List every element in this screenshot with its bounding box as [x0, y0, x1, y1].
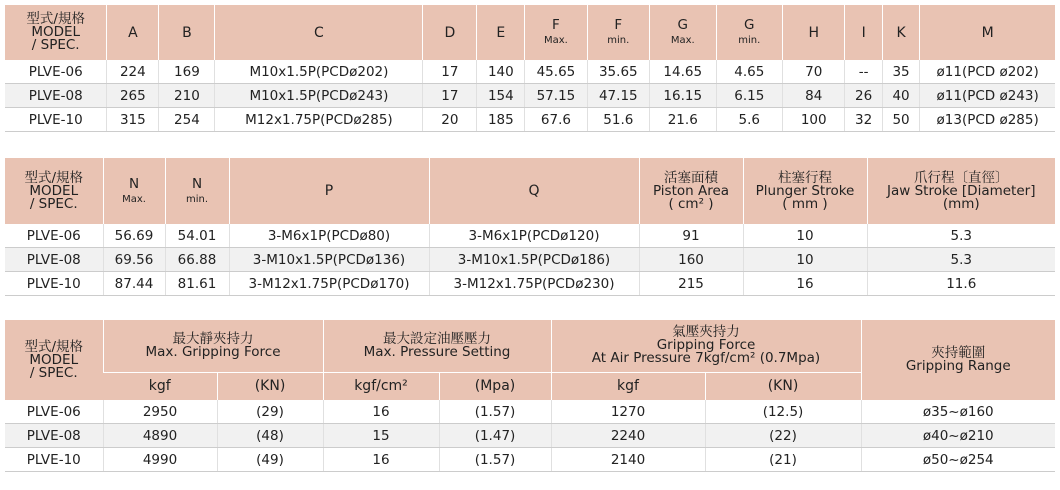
spec-table-stroke	[5, 158, 1055, 296]
cell: (29)	[217, 400, 323, 424]
unit-mpa: (Mpa)	[439, 372, 551, 400]
cell: 315	[107, 108, 159, 132]
cell: (21)	[705, 448, 861, 472]
header-max-pressure-setting: 最大設定油壓壓力 Max. Pressure Setting	[323, 320, 551, 372]
cell: 5.3	[867, 224, 1055, 248]
header-i: I	[845, 5, 882, 60]
header-e: E	[477, 5, 525, 60]
cell: (22)	[705, 424, 861, 448]
cell: 91	[639, 224, 743, 248]
cell: 4.65	[716, 60, 783, 84]
cell: 16.15	[649, 84, 716, 108]
header-air-gripping-force: 氣壓夾持力 Gripping Force At Air Pressure 7kgf/cm² (0.7Mpa)	[551, 320, 861, 372]
cell: 3-M6x1P(PCDø120)	[429, 224, 639, 248]
cell: 66.88	[165, 248, 229, 272]
cell: 50	[882, 108, 919, 132]
header-f-min: F min.	[587, 5, 649, 60]
header-b: B	[159, 5, 215, 60]
cell: ø35~ø160	[861, 400, 1055, 424]
cell: 51.6	[587, 108, 649, 132]
cell: 16	[743, 272, 867, 296]
cell-model: PLVE-08	[5, 248, 103, 272]
cell: 3-M10x1.5P(PCDø186)	[429, 248, 639, 272]
header-piston-area: 活塞面積 Piston Area ( cm² )	[639, 158, 743, 224]
header-h: H	[783, 5, 845, 60]
spec-table-dimensions	[5, 5, 1055, 132]
cell: 2240	[551, 424, 705, 448]
cell: 47.15	[587, 84, 649, 108]
cell: 84	[783, 84, 845, 108]
cell-model: PLVE-10	[5, 272, 103, 296]
cell-model: PLVE-08	[5, 84, 107, 108]
cell: 26	[845, 84, 882, 108]
cell: 5.6	[716, 108, 783, 132]
cell: M12x1.75P(PCDø285)	[215, 108, 423, 132]
table-row	[5, 108, 1055, 132]
header-gripping-range: 夾持範圍 Gripping Range	[861, 320, 1055, 400]
cell-model: PLVE-06	[5, 400, 103, 424]
cell: 4890	[103, 424, 217, 448]
header-row	[5, 5, 1055, 60]
cell: 185	[477, 108, 525, 132]
cell: ø50~ø254	[861, 448, 1055, 472]
header-a: A	[107, 5, 159, 60]
table-row	[5, 424, 1055, 448]
cell: 10	[743, 248, 867, 272]
cell: 2140	[551, 448, 705, 472]
header-row	[5, 158, 1055, 224]
header-q: Q	[429, 158, 639, 224]
cell: 169	[159, 60, 215, 84]
unit-kgf-cm2: kgf/cm²	[323, 372, 439, 400]
header-model: 型式/規格 MODEL / SPEC.	[5, 5, 107, 60]
cell: 3-M12x1.75P(PCDø230)	[429, 272, 639, 296]
table-row	[5, 224, 1055, 248]
cell: 140	[477, 60, 525, 84]
cell: 54.01	[165, 224, 229, 248]
header-g-max: G Max.	[649, 5, 716, 60]
table-row	[5, 84, 1055, 108]
cell: 215	[639, 272, 743, 296]
cell: (48)	[217, 424, 323, 448]
cell: (1.57)	[439, 400, 551, 424]
header-jaw-stroke: 爪行程〔直徑〕 Jaw Stroke [Diameter] (mm)	[867, 158, 1055, 224]
cell: 210	[159, 84, 215, 108]
table-row	[5, 60, 1055, 84]
cell: 16	[323, 400, 439, 424]
cell: 40	[882, 84, 919, 108]
cell: 57.15	[525, 84, 587, 108]
header-row	[5, 320, 1055, 372]
cell: (12.5)	[705, 400, 861, 424]
cell: 35	[882, 60, 919, 84]
cell: 87.44	[103, 272, 165, 296]
unit-kn: (KN)	[217, 372, 323, 400]
cell-model: PLVE-10	[5, 108, 107, 132]
cell: 3-M10x1.5P(PCDø136)	[229, 248, 429, 272]
cell: 5.3	[867, 248, 1055, 272]
cell: 100	[783, 108, 845, 132]
cell: 10	[743, 224, 867, 248]
cell-model: PLVE-06	[5, 224, 103, 248]
cell: 15	[323, 424, 439, 448]
cell: (1.47)	[439, 424, 551, 448]
header-max-gripping-force: 最大靜夾持力 Max. Gripping Force	[103, 320, 323, 372]
header-f-max: F Max.	[525, 5, 587, 60]
unit-kgf: kgf	[103, 372, 217, 400]
header-c: C	[215, 5, 423, 60]
unit-kgf: kgf	[551, 372, 705, 400]
cell: 17	[423, 84, 477, 108]
header-n-min: N min.	[165, 158, 229, 224]
cell: ø11(PCD ø202)	[920, 60, 1055, 84]
cell: M10x1.5P(PCDø243)	[215, 84, 423, 108]
cell-model: PLVE-06	[5, 60, 107, 84]
cell: 20	[423, 108, 477, 132]
cell: 14.65	[649, 60, 716, 84]
cell: 35.65	[587, 60, 649, 84]
cell: 32	[845, 108, 882, 132]
cell: 17	[423, 60, 477, 84]
cell: 56.69	[103, 224, 165, 248]
cell-model: PLVE-08	[5, 424, 103, 448]
cell: (1.57)	[439, 448, 551, 472]
spec-table-gripping-force	[5, 320, 1055, 472]
cell: 4990	[103, 448, 217, 472]
header-d: D	[423, 5, 477, 60]
table-row	[5, 248, 1055, 272]
cell: 1270	[551, 400, 705, 424]
header-n-max: N Max.	[103, 158, 165, 224]
cell: ø40~ø210	[861, 424, 1055, 448]
cell: 2950	[103, 400, 217, 424]
cell: M10x1.5P(PCDø202)	[215, 60, 423, 84]
header-model: 型式/規格 MODEL / SPEC.	[5, 158, 103, 224]
cell: 67.6	[525, 108, 587, 132]
cell: 70	[783, 60, 845, 84]
cell: --	[845, 60, 882, 84]
cell: 69.56	[103, 248, 165, 272]
cell: 11.6	[867, 272, 1055, 296]
cell: 254	[159, 108, 215, 132]
cell: 154	[477, 84, 525, 108]
cell: ø11(PCD ø243)	[920, 84, 1055, 108]
cell: ø13(PCD ø285)	[920, 108, 1055, 132]
cell: 6.15	[716, 84, 783, 108]
header-m: M	[920, 5, 1055, 60]
cell: 3-M6x1P(PCDø80)	[229, 224, 429, 248]
table-row	[5, 400, 1055, 424]
table-row	[5, 272, 1055, 296]
cell: (49)	[217, 448, 323, 472]
cell: 16	[323, 448, 439, 472]
header-g-min: G min.	[716, 5, 783, 60]
header-k: K	[882, 5, 919, 60]
cell: 160	[639, 248, 743, 272]
header-model: 型式/規格 MODEL / SPEC.	[5, 320, 103, 400]
cell: 224	[107, 60, 159, 84]
cell: 3-M12x1.75P(PCDø170)	[229, 272, 429, 296]
cell: 81.61	[165, 272, 229, 296]
header-p: P	[229, 158, 429, 224]
cell: 265	[107, 84, 159, 108]
cell: 45.65	[525, 60, 587, 84]
table-row	[5, 448, 1055, 472]
cell-model: PLVE-10	[5, 448, 103, 472]
header-plunger-stroke: 柱塞行程 Plunger Stroke ( mm )	[743, 158, 867, 224]
cell: 21.6	[649, 108, 716, 132]
unit-kn: (KN)	[705, 372, 861, 400]
